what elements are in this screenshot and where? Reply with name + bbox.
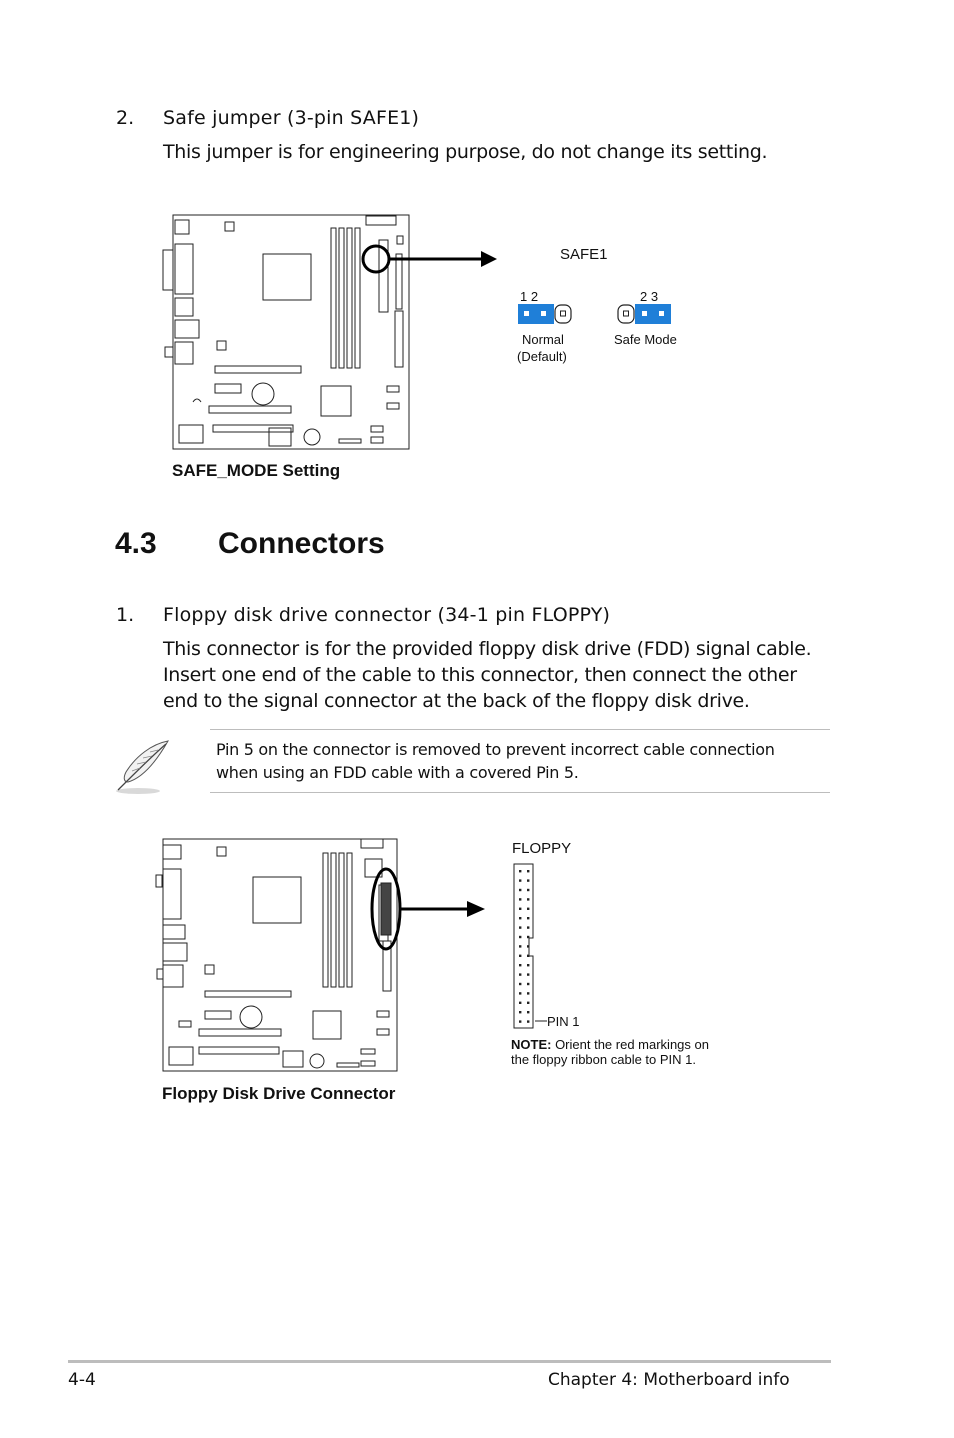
safe-mode-label: Safe Mode [614, 332, 677, 347]
safe-jumper-number: 2. [116, 107, 135, 129]
safe-pins-label: 2 3 [640, 289, 659, 304]
note-line-2: when using an FDD cable with a covered Pin 5. [216, 763, 579, 782]
floppy-pin [527, 926, 529, 928]
floppy-number: 1. [116, 604, 135, 626]
floppy-note-text: Orient the red markings on [551, 1037, 709, 1052]
floppy-note-bold: NOTE: [511, 1037, 552, 1052]
pin1-label: PIN 1 [547, 1014, 580, 1029]
normal-pins-label: 1 2 [520, 289, 539, 304]
floppy-title: Floppy disk drive connector (34-1 pin FLOPPY) [163, 604, 611, 626]
floppy-pin [519, 870, 521, 872]
floppy-pin [519, 1002, 521, 1004]
motherboard-diagram-safe1 [155, 210, 500, 455]
floppy-description-line-3: end to the signal connector at the back of the floppy disk drive. [163, 690, 750, 712]
floppy-note-line-2: the floppy ribbon cable to PIN 1. [511, 1052, 697, 1067]
floppy-pin [527, 889, 529, 891]
floppy-pin [527, 973, 529, 975]
floppy-pin [527, 955, 529, 957]
floppy-pin [519, 1011, 521, 1013]
floppy-label: FLOPPY [512, 840, 572, 857]
floppy-pin [519, 992, 521, 994]
jumper-safe-mode-icon [617, 304, 671, 324]
floppy-pin [519, 973, 521, 975]
safe-jumper-title: Safe jumper (3-pin SAFE1) [163, 107, 420, 129]
floppy-pin [527, 908, 529, 910]
floppy-description-line-1: This connector is for the provided floppy disk drive (FDD) signal cable. [163, 638, 812, 660]
floppy-pin [519, 889, 521, 891]
feather-note-icon [112, 738, 172, 796]
floppy-pin [527, 936, 529, 938]
note-bottom-rule [210, 792, 830, 793]
note-top-rule [210, 729, 830, 730]
note-line-1: Pin 5 on the connector is removed to prevent incorrect cable connection [216, 740, 775, 759]
floppy-pin [519, 1020, 521, 1022]
floppy-description-line-2: Insert one end of the cable to this connector, then connect the other [163, 664, 797, 686]
jumper-normal-icon [518, 304, 572, 324]
floppy-caption: Floppy Disk Drive Connector [162, 1084, 396, 1103]
floppy-pin [527, 964, 529, 966]
floppy-note-line-1 [511, 1037, 709, 1052]
footer-page-number: 4-4 [68, 1370, 96, 1390]
section-number: 4.3 [115, 527, 157, 560]
floppy-pin [519, 945, 521, 947]
floppy-pin [519, 898, 521, 900]
floppy-pin [527, 1011, 529, 1013]
footer-chapter: Chapter 4: Motherboard info [548, 1370, 790, 1390]
floppy-pin [527, 945, 529, 947]
floppy-pin [519, 964, 521, 966]
floppy-pin-dots [511, 862, 541, 1032]
floppy-pin [527, 1002, 529, 1004]
floppy-pin [519, 879, 521, 881]
floppy-pin [527, 879, 529, 881]
floppy-pin [519, 955, 521, 957]
safe1-label: SAFE1 [560, 246, 608, 263]
footer-rule [68, 1360, 831, 1363]
floppy-pin [527, 992, 529, 994]
safe-jumper-description: This jumper is for engineering purpose, do not change its setting. [163, 141, 768, 163]
floppy-pin [519, 926, 521, 928]
floppy-pin [519, 983, 521, 985]
floppy-pin [527, 917, 529, 919]
safe-mode-caption: SAFE_MODE Setting [172, 461, 341, 480]
normal-label: Normal [522, 332, 564, 347]
floppy-pin [519, 917, 521, 919]
floppy-pin [527, 898, 529, 900]
floppy-pin [527, 983, 529, 985]
section-title: Connectors [218, 527, 385, 560]
floppy-pin [527, 1020, 529, 1022]
floppy-pin [519, 908, 521, 910]
floppy-pin [519, 936, 521, 938]
default-label: (Default) [517, 349, 567, 364]
motherboard-diagram-floppy [155, 835, 490, 1075]
floppy-pin [527, 870, 529, 872]
